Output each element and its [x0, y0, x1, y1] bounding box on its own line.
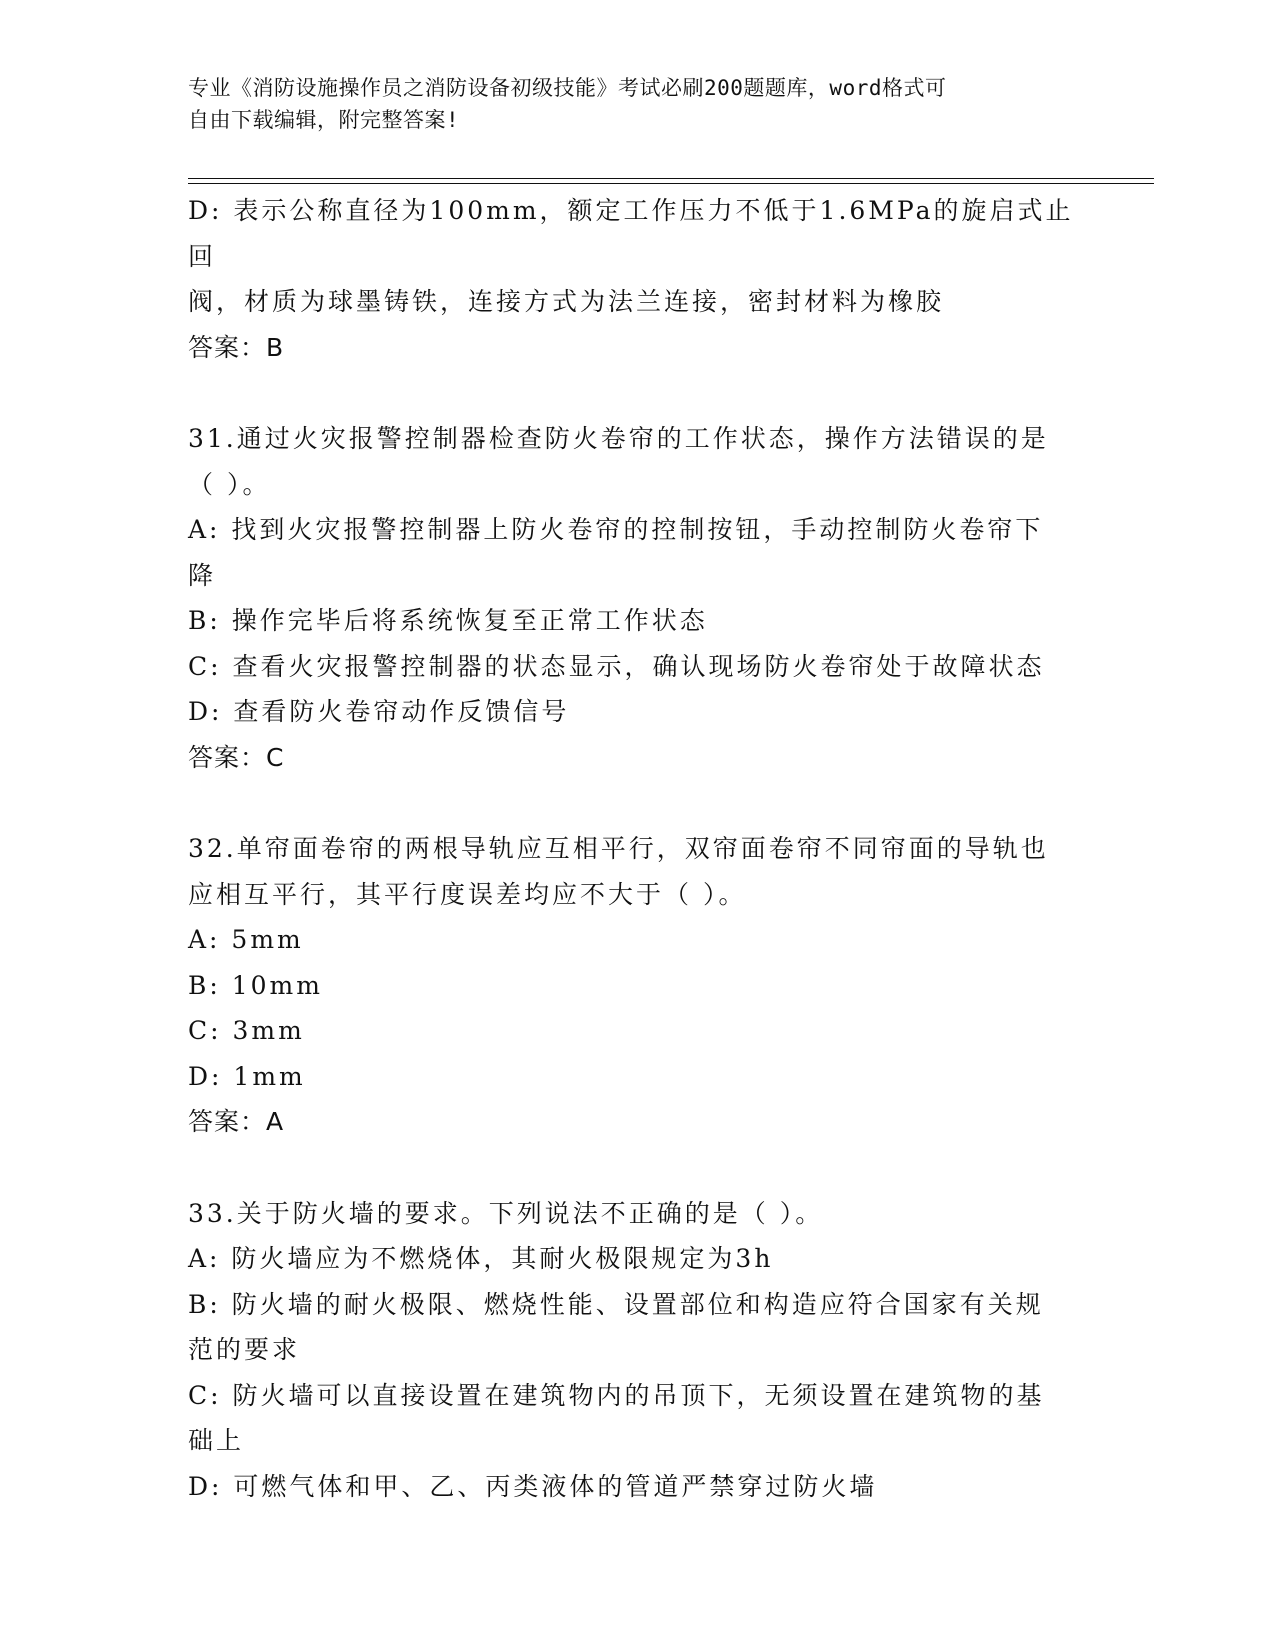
option-d: D: 1mm — [188, 1061, 306, 1091]
answer: 答案：C — [188, 742, 285, 772]
question-stem-line-1: 31.通过火灾报警控制器检查防火卷帘的工作状态，操作方法错误的是 — [188, 424, 1049, 453]
header-divider-top — [188, 178, 1154, 179]
option-b-line-2: 范的要求 — [188, 1335, 301, 1364]
question-content — [188, 188, 1088, 1509]
question-33 — [188, 1191, 1088, 1510]
option-d: D: 可燃气体和甲、乙、丙类液体的管道严禁穿过防火墙 — [188, 1471, 878, 1501]
answer: 答案：B — [188, 332, 285, 362]
question-stem-line-2: （ ）。 — [188, 469, 271, 499]
option-b: B: 10mm — [188, 970, 323, 1000]
question-stem: 33.关于防火墙的要求。下列说法不正确的是（ ）。 — [188, 1198, 824, 1228]
question-31 — [188, 416, 1088, 780]
option-d-line-2: 阀，材质为球墨铸铁，连接方式为法兰连接，密封材料为橡胶 — [188, 287, 945, 316]
option-c: C: 3mm — [188, 1016, 305, 1045]
option-a-line-1: A: 找到火灾报警控制器上防火卷帘的控制按钮，手动控制防火卷帘下 — [188, 515, 1044, 544]
spacer — [188, 1145, 1088, 1191]
answer: 答案：A — [188, 1107, 285, 1136]
option-b: B: 操作完毕后将系统恢复至正常工作状态 — [188, 606, 708, 635]
header-line-2: 自由下载编辑，附完整答案! — [188, 108, 460, 132]
spacer — [188, 370, 1088, 416]
option-c-line-2: 础上 — [188, 1426, 245, 1455]
question-stem-line-2: 应相互平行，其平行度误差均应不大于（ ）。 — [188, 879, 747, 909]
document-header — [188, 72, 1068, 136]
option-b-line-1: B: 防火墙的耐火极限、燃烧性能、设置部位和构造应符合国家有关规 — [188, 1289, 1044, 1319]
option-c-line-1: C: 防火墙可以直接设置在建筑物内的吊顶下，无须设置在建筑物的基 — [188, 1380, 1045, 1410]
option-c: C: 查看火灾报警控制器的状态显示，确认现场防火卷帘处于故障状态 — [188, 651, 1045, 681]
option-a: A: 防火墙应为不燃烧体，其耐火极限规定为3h — [188, 1244, 774, 1273]
question-stem-line-1: 32.单帘面卷帘的两根导轨应互相平行，双帘面卷帘不同帘面的导轨也 — [188, 834, 1049, 863]
spacer — [188, 780, 1088, 826]
header-line-1: 专业《消防设施操作员之消防设备初级技能》考试必刷200题题库，word格式可 — [188, 76, 947, 100]
option-d-line-1: D: 表示公称直径为100mm，额定工作压力不低于1.6MPa的旋启式止回 — [188, 196, 1074, 271]
previous-question-tail — [188, 188, 1088, 370]
question-32 — [188, 826, 1088, 1145]
option-d: D: 查看防火卷帘动作反馈信号 — [188, 697, 570, 726]
option-a-line-2: 降 — [188, 560, 217, 590]
option-a: A: 5mm — [188, 925, 304, 954]
header-divider-bottom — [188, 183, 1154, 184]
